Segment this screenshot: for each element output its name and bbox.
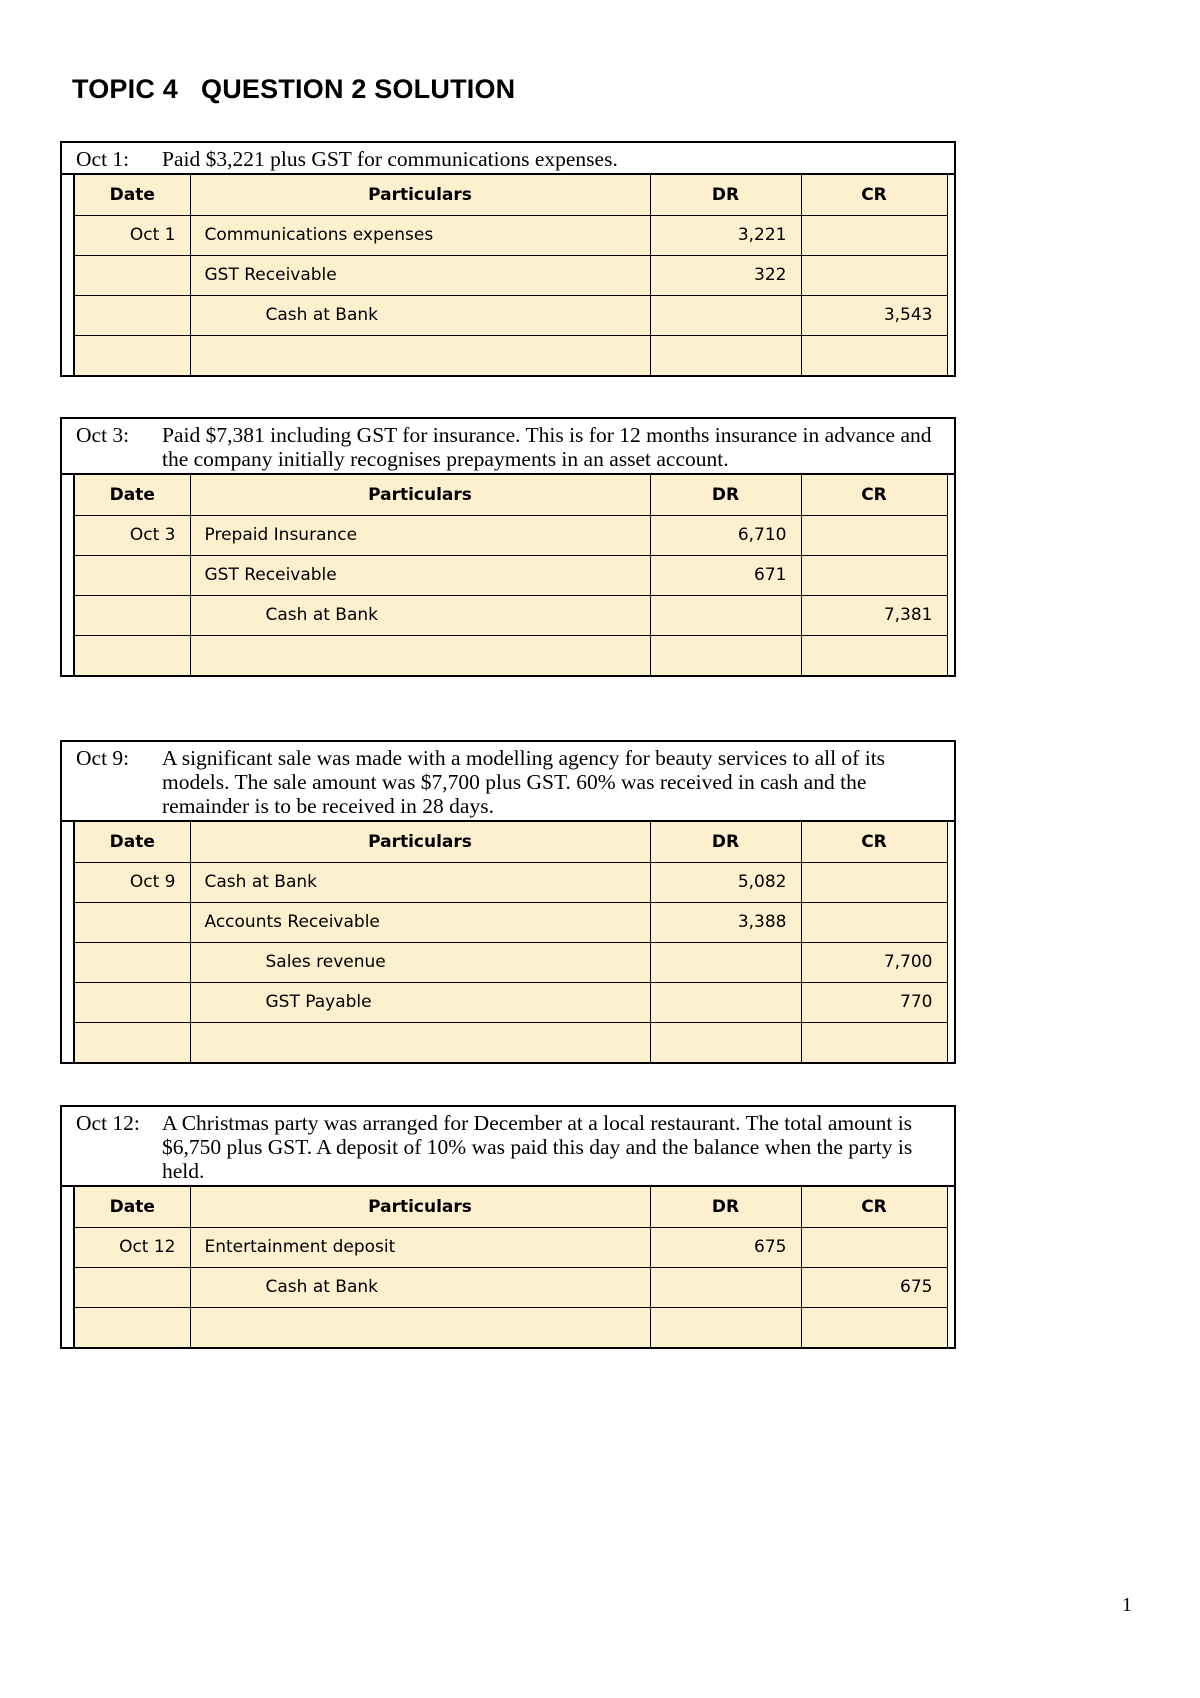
row-particulars: Accounts Receivable <box>190 902 650 942</box>
row-dr <box>650 982 801 1022</box>
table-header-row <box>74 1187 947 1227</box>
header-dr: DR <box>650 1187 801 1227</box>
row-dr: 5,082 <box>650 862 801 902</box>
table-row <box>74 982 947 1022</box>
entry-description-text: Paid $3,221 plus GST for communications expenses. <box>162 147 618 171</box>
row-dr: 675 <box>650 1227 801 1267</box>
row-particulars: Entertainment deposit <box>190 1227 650 1267</box>
header-dr: DR <box>650 475 801 515</box>
journal-table <box>73 1187 948 1347</box>
row-cr <box>801 555 947 595</box>
row-cr: 770 <box>801 982 947 1022</box>
empty-cell <box>801 635 947 675</box>
empty-cell <box>801 335 947 375</box>
entry-date-label: Oct 9: <box>76 746 130 770</box>
row-date: Oct 3 <box>74 515 190 555</box>
row-particulars: GST Receivable <box>190 255 650 295</box>
table-header-row <box>74 475 947 515</box>
header-date: Date <box>74 175 190 215</box>
header-cr: CR <box>801 822 947 862</box>
row-date <box>74 295 190 335</box>
empty-cell <box>650 335 801 375</box>
journal-entry-oct-12 <box>60 1105 956 1349</box>
empty-cell <box>74 1022 190 1062</box>
table-row <box>74 295 947 335</box>
empty-cell <box>801 1022 947 1062</box>
empty-cell <box>801 1307 947 1347</box>
empty-cell <box>74 1307 190 1347</box>
row-date <box>74 982 190 1022</box>
table-row-empty <box>74 635 947 675</box>
row-particulars: Cash at Bank <box>190 862 650 902</box>
row-dr <box>650 1267 801 1307</box>
entry-description <box>62 742 954 822</box>
empty-cell <box>190 335 650 375</box>
row-date: Oct 1 <box>74 215 190 255</box>
header-date: Date <box>74 475 190 515</box>
row-dr: 3,388 <box>650 902 801 942</box>
row-particulars: Cash at Bank <box>190 295 650 335</box>
entry-date-label: Oct 3: <box>76 423 130 447</box>
page-title: TOPIC 4 QUESTION 2 SOLUTION <box>72 74 516 104</box>
entry-date-label: Oct 12: <box>76 1111 140 1135</box>
row-date <box>74 1267 190 1307</box>
row-particulars: Cash at Bank <box>190 1267 650 1307</box>
header-particulars: Particulars <box>190 475 650 515</box>
row-dr: 671 <box>650 555 801 595</box>
header-date: Date <box>74 1187 190 1227</box>
row-particulars: Cash at Bank <box>190 595 650 635</box>
table-header-row <box>74 822 947 862</box>
table-row <box>74 595 947 635</box>
entry-date-label: Oct 1: <box>76 147 130 171</box>
row-date <box>74 255 190 295</box>
row-particulars: GST Receivable <box>190 555 650 595</box>
table-row-empty <box>74 1307 947 1347</box>
row-cr <box>801 515 947 555</box>
empty-cell <box>650 635 801 675</box>
table-row <box>74 1267 947 1307</box>
table-row <box>74 902 947 942</box>
row-date: Oct 9 <box>74 862 190 902</box>
row-dr <box>650 295 801 335</box>
header-dr: DR <box>650 822 801 862</box>
empty-cell <box>190 635 650 675</box>
journal-entry-oct-3 <box>60 417 956 677</box>
empty-cell <box>190 1022 650 1062</box>
journal-entry-oct-9 <box>60 740 956 1064</box>
row-date <box>74 902 190 942</box>
row-particulars: Prepaid Insurance <box>190 515 650 555</box>
empty-cell <box>74 335 190 375</box>
header-particulars: Particulars <box>190 175 650 215</box>
header-cr: CR <box>801 1187 947 1227</box>
row-particulars: Sales revenue <box>190 942 650 982</box>
row-particulars: GST Payable <box>190 982 650 1022</box>
row-dr: 3,221 <box>650 215 801 255</box>
table-row <box>74 515 947 555</box>
row-particulars: Communications expenses <box>190 215 650 255</box>
row-dr: 322 <box>650 255 801 295</box>
row-date: Oct 12 <box>74 1227 190 1267</box>
header-cr: CR <box>801 175 947 215</box>
entry-description <box>62 419 954 475</box>
row-cr <box>801 215 947 255</box>
header-particulars: Particulars <box>190 822 650 862</box>
row-cr: 675 <box>801 1267 947 1307</box>
empty-cell <box>650 1307 801 1347</box>
journal-table <box>73 175 948 375</box>
row-cr <box>801 902 947 942</box>
table-row <box>74 215 947 255</box>
page-number: 1 <box>1122 1594 1132 1616</box>
row-dr <box>650 942 801 982</box>
header-cr: CR <box>801 475 947 515</box>
table-header-row <box>74 175 947 215</box>
table-row <box>74 1227 947 1267</box>
row-cr: 7,381 <box>801 595 947 635</box>
journal-table <box>73 475 948 675</box>
journal-table <box>73 822 948 1062</box>
table-row <box>74 942 947 982</box>
row-date <box>74 555 190 595</box>
row-cr <box>801 1227 947 1267</box>
row-dr <box>650 595 801 635</box>
row-dr: 6,710 <box>650 515 801 555</box>
empty-cell <box>74 635 190 675</box>
row-cr: 3,543 <box>801 295 947 335</box>
table-row <box>74 555 947 595</box>
entry-description-text: A significant sale was made with a modelling agency for beauty services to all of its models. The sale amount was $7,700 plus GST. 60% was received in cash and the remainder is to be received in 28 days. <box>162 746 886 818</box>
header-particulars: Particulars <box>190 1187 650 1227</box>
row-cr <box>801 862 947 902</box>
empty-cell <box>650 1022 801 1062</box>
table-row <box>74 255 947 295</box>
header-dr: DR <box>650 175 801 215</box>
entry-description <box>62 1107 954 1187</box>
entry-description-text: A Christmas party was arranged for December at a local restaurant. The total amount is $6,750 plus GST. A deposit of 10% was paid this day and the balance when the party is held. <box>162 1111 913 1183</box>
empty-cell <box>190 1307 650 1347</box>
entry-description <box>62 143 954 175</box>
table-row <box>74 862 947 902</box>
row-cr <box>801 255 947 295</box>
journal-entry-oct-1 <box>60 141 956 377</box>
row-date <box>74 942 190 982</box>
row-date <box>74 595 190 635</box>
row-cr: 7,700 <box>801 942 947 982</box>
table-row-empty <box>74 1022 947 1062</box>
header-date: Date <box>74 822 190 862</box>
table-row-empty <box>74 335 947 375</box>
entry-description-text: Paid $7,381 including GST for insurance. This is for 12 months insurance in advance and the company initially recognises prepayments in an asset account. <box>162 423 932 471</box>
